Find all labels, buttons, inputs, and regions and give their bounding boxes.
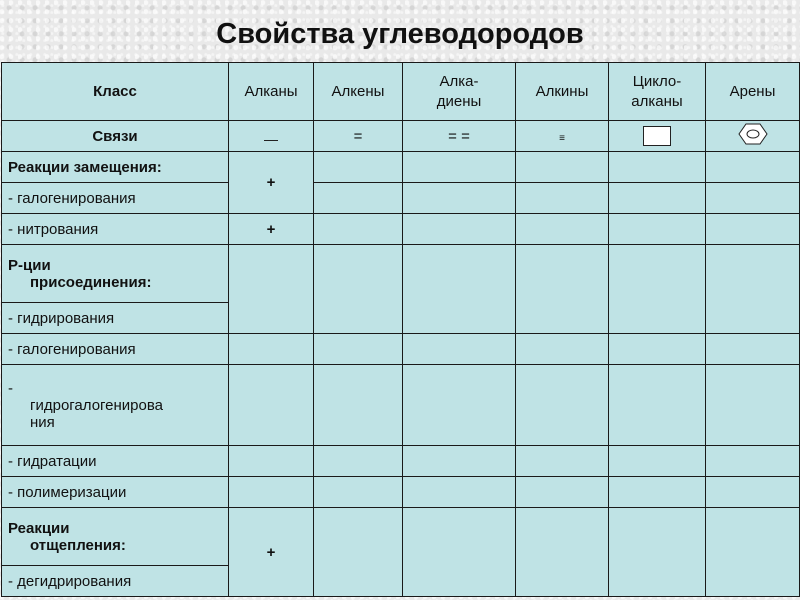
table-row bbox=[2, 183, 800, 214]
row-elimination-title bbox=[2, 508, 229, 566]
mark-elimination-alkanes: + bbox=[229, 508, 314, 597]
hydrohalogenation-dash: - bbox=[8, 379, 13, 397]
addition-title-line2: присоединения: bbox=[30, 273, 152, 291]
elimination-title-line1: Реакции bbox=[8, 519, 70, 537]
table-row-bonds bbox=[2, 121, 800, 152]
cycloalkane-ring-icon bbox=[609, 121, 706, 152]
table-header-row bbox=[2, 63, 800, 121]
row-hydration: - гидратации bbox=[2, 446, 229, 477]
table-row bbox=[2, 477, 800, 508]
elimination-title-line2: отщепления: bbox=[30, 536, 126, 554]
page-title: Свойства углеводородов bbox=[216, 18, 584, 50]
two-double-bonds-symbol: = = bbox=[403, 121, 516, 152]
table-row bbox=[2, 152, 800, 183]
header-alkadienes-line2: диены bbox=[436, 92, 482, 110]
table-row bbox=[2, 334, 800, 365]
hydrohalogenation-line1: гидрогалогенирова bbox=[30, 396, 164, 414]
triple-bond-symbol: ≡ bbox=[516, 121, 609, 152]
row-halogenation: - галогенирования bbox=[2, 183, 229, 214]
table-row bbox=[2, 214, 800, 245]
table-row bbox=[2, 508, 800, 566]
row-nitration: - нитрования bbox=[2, 214, 229, 245]
row-addition-title bbox=[2, 245, 229, 303]
row-hydrohalogenation bbox=[2, 365, 229, 446]
mark-nitration-alkanes: + bbox=[229, 214, 314, 245]
double-bond-symbol: = bbox=[314, 121, 403, 152]
hydrohalogenation-line2: ния bbox=[30, 413, 55, 431]
bonds-label: Связи bbox=[2, 121, 229, 152]
header-cycloalkanes bbox=[609, 63, 706, 121]
mark-substitution-alkanes: + bbox=[229, 152, 314, 214]
row-dehydrogenation: - дегидрирования bbox=[2, 566, 229, 597]
single-bond-symbol bbox=[229, 121, 314, 152]
properties-table bbox=[1, 62, 800, 597]
row-polymerization: - полимеризации bbox=[2, 477, 229, 508]
header-alkadienes bbox=[403, 63, 516, 121]
row-halogenation-2: - галогенирования bbox=[2, 334, 229, 365]
header-alkynes: Алкины bbox=[516, 63, 609, 121]
table-row bbox=[2, 365, 800, 446]
header-alkadienes-line1: Алка- bbox=[439, 72, 479, 90]
row-substitution-title: Реакции замещения: bbox=[2, 152, 229, 183]
header-arenes: Арены bbox=[706, 63, 800, 121]
header-alkenes: Алкены bbox=[314, 63, 403, 121]
table-row bbox=[2, 446, 800, 477]
addition-title-line1: Р-ции bbox=[8, 256, 51, 274]
header-cyclo-line2: алканы bbox=[631, 92, 683, 110]
header-class: Класс bbox=[2, 63, 229, 121]
header-cyclo-line1: Цикло- bbox=[632, 72, 682, 90]
benzene-ring-icon bbox=[706, 121, 800, 152]
header-alkanes: Алканы bbox=[229, 63, 314, 121]
table-row bbox=[2, 245, 800, 303]
row-hydrogenation: - гидрирования bbox=[2, 303, 229, 334]
